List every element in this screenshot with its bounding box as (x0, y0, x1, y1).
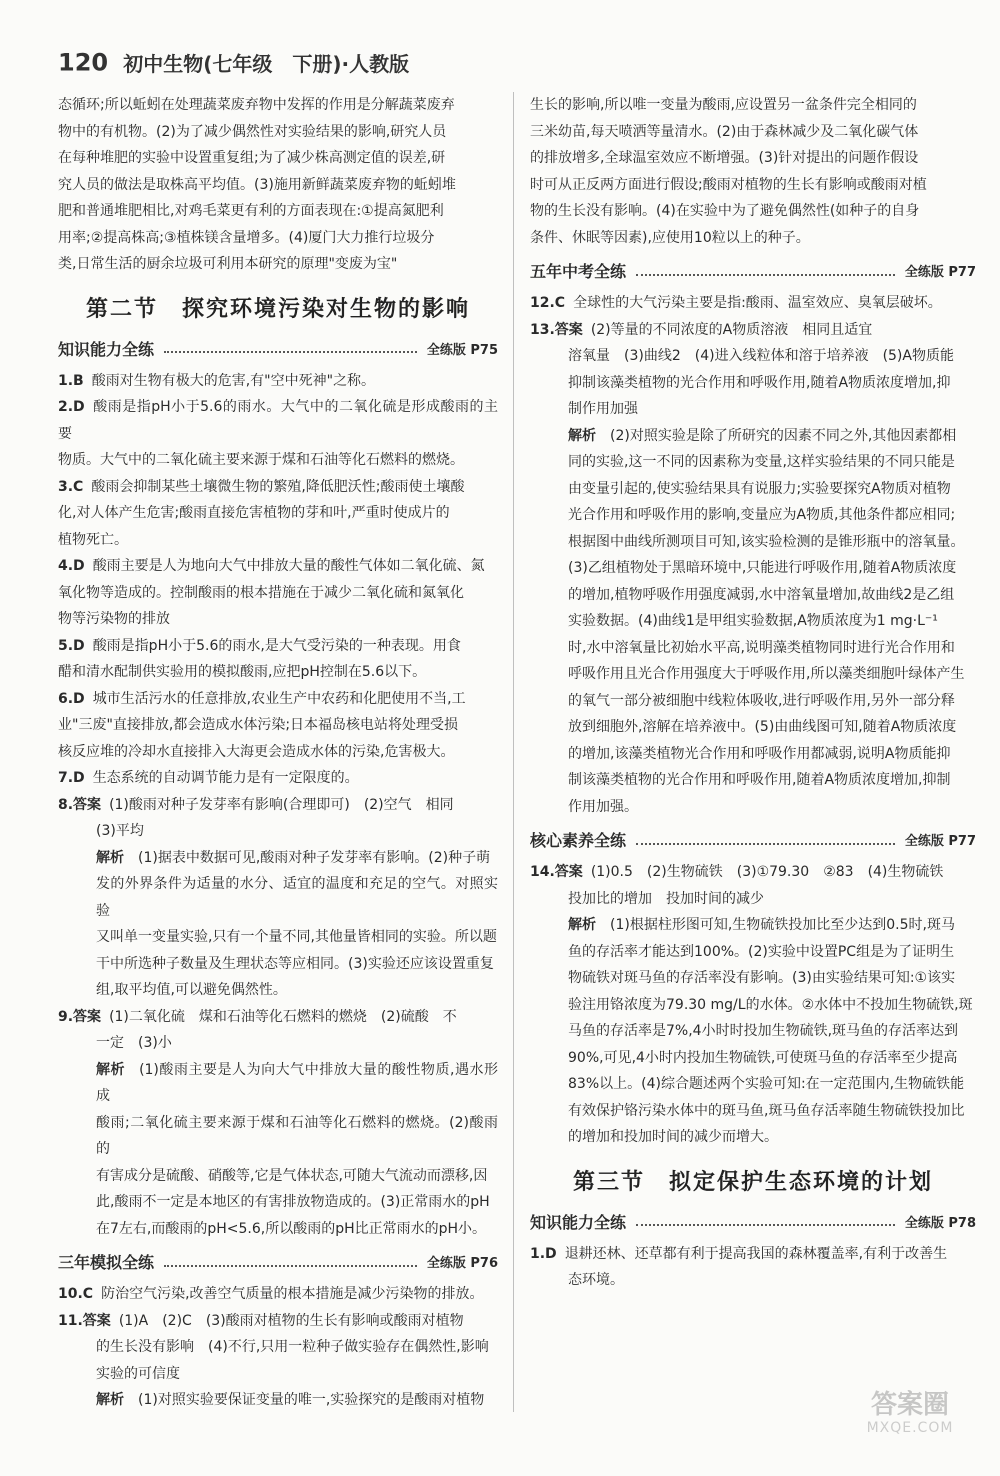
item-number: 2.D (58, 399, 85, 415)
answer-item (58, 686, 498, 713)
item-text: (1)酸雨对种子发芽率有影响(合理即可) (2)空气 相同 (109, 796, 454, 813)
analysis-tag: 解析 (96, 1061, 126, 1078)
analysis-line (58, 1057, 498, 1110)
text-line: 植物死亡。 (58, 531, 128, 548)
page-ref: 全练版 P78 (904, 1215, 976, 1231)
text-line: 化,对人体产生危害;酸雨直接危害植物的芽和叶,严重时使成片的 (58, 505, 450, 521)
dotted-leader (636, 843, 895, 845)
section-title: 探究环境污染对生物的影响 (182, 296, 471, 322)
text-line: 90%,可见,4小时内投加生物硫铁,可使斑马鱼的存活率至少提高 (568, 1049, 958, 1066)
analysis-line (58, 1387, 498, 1414)
text-line: 用率;②提高株高;③植株镁含量增多。(4)厦门大力推行垃圾分 (58, 229, 435, 246)
text-line: 制作用加强 (568, 401, 638, 417)
item-number: 11.答案 (58, 1312, 111, 1329)
exercise-bar-label: 五年中考全练 (530, 262, 627, 281)
answer-item (58, 1004, 498, 1031)
text-line: 生长的影响,所以唯一变量为酸雨,应设置另一盆条件完全相同的 (530, 97, 917, 113)
text-line: 类,日常生活的厨余垃圾可利用本研究的原理"变废为宝" (58, 256, 398, 272)
item-number: 9.答案 (58, 1008, 102, 1025)
text-line: 又叫单一变量实验,只有一个量不同,其他量皆相同的实验。所以题 (96, 929, 497, 945)
item-text: 酸雨是指pH小于5.6的雨水,是大气受污染的一种表现。用食 (92, 637, 461, 654)
item-text: (2)等量的不同浓度的A物质溶液 相同且适宜 (590, 321, 873, 338)
text-line: (3)乙组植物处于黑暗环境中,只能进行呼吸作用,随着A物质浓度 (568, 560, 957, 576)
item-text: 城市生活污水的任意排放,农业生产中农药和化肥使用不当,工 (92, 690, 466, 707)
section-number: 第二节 (85, 296, 158, 322)
item-number: 3.C (58, 478, 84, 495)
page-ref: 全练版 P77 (904, 265, 976, 280)
section-heading (530, 1165, 976, 1196)
right-column (530, 92, 976, 1294)
answer-item (58, 765, 498, 792)
text-line: 有害成分是硫酸、硝酸等,它是气体状态,可随大气流动而漂移,因 (96, 1167, 488, 1184)
book-title: 初中生物(七年级 下册)·人教版 (123, 52, 410, 76)
analysis-tag: 解析 (568, 427, 596, 444)
text-line: 的增加,该藻类植物光合作用和呼吸作用都减弱,说明A物质能抑 (568, 745, 951, 762)
item-number: 12.C (530, 295, 566, 311)
exercise-bar-label: 知识能力全练 (58, 339, 155, 359)
section-title: 拟定保护生态环境的计划 (669, 1169, 934, 1195)
answer-item (58, 792, 498, 819)
watermark-logo (850, 1390, 970, 1448)
item-text: (1)据表中数据可见,酸雨对种子发芽率有影响。(2)种子萌 (138, 849, 491, 866)
item-number: 5.D (58, 637, 85, 654)
answer-item (58, 553, 498, 580)
text-line: 肥和普通堆肥相比,对鸡毛菜更有利的方面表现在:①提高氮肥利 (58, 203, 444, 219)
text-line: 业"三废"直接排放,都会造成水体污染;日本福岛核电站将处理受损 (58, 717, 459, 733)
item-text: 酸雨会抑制某些土壤微生物的繁殖,降低肥沃性;酸雨使土壤酸 (91, 478, 465, 495)
item-number: 1.D (530, 1245, 557, 1262)
item-text: (1)对照实验要保证变量的唯一,实验探究的是酸雨对植物 (138, 1392, 485, 1408)
answer-item (58, 474, 498, 501)
text-line: 由变量引起的,使实验结果具有说服力;实验要探究A物质对植物 (568, 480, 951, 497)
answer-item (58, 1281, 498, 1308)
text-line: 干中所选种子数量及生理状态等应相同。(3)实验还应该设置重复 (96, 955, 494, 972)
text-line: 酸雨;二氧化硫主要来源于煤和石油等化石燃料的燃烧。(2)酸雨的 (96, 1114, 498, 1157)
text-line: 呼吸作用且光合作用强度大于呼吸作用,所以藻类细胞叶绿体产生 (568, 666, 965, 682)
exercise-bar (530, 259, 976, 282)
text-line: 作用加强。 (568, 798, 638, 815)
text-line: 投加比的增加 投加时间的减少 (568, 890, 764, 907)
text-line: 的生长没有影响 (4)不行,只用一粒种子做实验存在偶然性,影响 (96, 1339, 489, 1355)
text-line: 在每种堆肥的实验中设置重复组;为了减少株高测定值的误差,研 (58, 150, 446, 166)
exercise-bar (58, 1250, 498, 1273)
text-line: 发的外界条件为适量的水分、适宜的温度和充足的空气。对照实验 (96, 876, 498, 919)
text-line: 的增加,植物呼吸作用强度减弱,水中溶氧量增加,故曲线2是乙组 (568, 586, 955, 603)
text-line: 氧化物等造成的。控制酸雨的根本措施在于减少二氧化硫和氮氧化 (58, 584, 464, 601)
answer-item (530, 859, 976, 886)
analysis-line (530, 912, 976, 939)
analysis-tag: 解析 (96, 1392, 124, 1408)
item-text: (1)0.5 (2)生物硫铁 (3)①79.30 ②83 (4)生物硫铁 (590, 864, 944, 880)
dotted-leader (636, 274, 895, 276)
item-number: 8.答案 (58, 796, 102, 813)
text-line: 时可从正反两方面进行假设;酸雨对植物的生长有影响或酸雨对植 (530, 176, 927, 193)
text-line: 物的生长没有影响。(4)在实验中为了避免偶然性(如种子的自身 (530, 203, 920, 219)
text-line: 同的实验,这一不同的因素称为变量,这样实验结果的不同只能是 (568, 454, 955, 470)
text-line: 物硫铁对斑马鱼的存活率没有影响。(3)由实验结果可知:①该实 (568, 970, 956, 986)
answer-item (58, 394, 498, 447)
page-header (58, 48, 958, 80)
text-line: 核反应堆的冷却水直接排入大海更会造成水体的污染,危害极大。 (58, 743, 455, 760)
item-text: (2)对照实验是除了所研究的因素不同之外,其他因素都相 (610, 427, 957, 444)
column-divider (513, 92, 514, 1412)
answer-item (530, 317, 976, 344)
analysis-line (58, 845, 498, 872)
text-line: 83%以上。(4)综合题述两个实验可知:在一定范围内,生物硫铁能 (568, 1076, 965, 1092)
item-text: 防治空气污染,改善空气质量的根本措施是减少污染物的排放。 (101, 1286, 484, 1302)
item-text: (1)根据柱形图可知,生物硫铁投加比至少达到0.5时,斑马 (610, 917, 955, 933)
exercise-bar (530, 828, 976, 851)
answer-item (530, 290, 976, 317)
item-text: 酸雨对生物有极大的危害,有"空中死神"之称。 (91, 372, 376, 389)
dotted-leader (164, 1265, 417, 1267)
text-line: 的排放增多,全球温室效应不断增强。(3)针对提出的问题作假设 (530, 150, 919, 166)
left-column (58, 92, 498, 1414)
text-line: 放到细胞外,溶解在培养液中。(5)由曲线图可知,随着A物质浓度 (568, 719, 957, 735)
item-number: 4.D (58, 558, 85, 574)
exercise-bar (530, 1210, 976, 1233)
text-line: 马鱼的存活率是7%,4小时时投加生物硫铁,斑马鱼的存活率达到 (568, 1023, 959, 1039)
dotted-leader (164, 351, 417, 353)
text-line: 在7左右,而酸雨的pH<5.6,所以酸雨的pH比正常雨水的pH小。 (96, 1220, 487, 1237)
text-line: 制该藻类植物的光合作用和呼吸作用,随着A物质浓度增加,抑制 (568, 772, 951, 788)
item-text: (1)二氧化硫 煤和石油等化石燃料的燃烧 (2)硫酸 不 (109, 1008, 457, 1025)
item-text: 酸雨是指pH小于5.6的雨水。大气中的二氧化硫是形成酸雨的主要 (58, 399, 498, 442)
exercise-bar (58, 337, 498, 360)
item-text: 全球性的大气污染主要是指:酸雨、温室效应、臭氧层破坏。 (573, 295, 942, 311)
item-number: 7.D (58, 770, 85, 786)
item-number: 10.C (58, 1286, 94, 1302)
section-number: 第三节 (572, 1169, 645, 1195)
item-number: 1.B (58, 372, 84, 389)
exercise-bar-label: 知识能力全练 (530, 1212, 627, 1232)
item-number: 14.答案 (530, 864, 583, 880)
text-line: 物质。大气中的二氧化硫主要来源于煤和石油等化石燃料的燃烧。 (58, 452, 464, 468)
text-line: 验注用铬浓度为79.30 mg/L的水体。②水体中不投加生物硫铁,斑 (568, 996, 973, 1013)
text-line: 态循环;所以蚯蚓在处理蔬菜废弃物中发挥的作用是分解蔬菜废弃 (58, 97, 455, 113)
exercise-bar-label: 核心素养全练 (530, 831, 627, 850)
text-line: 鱼的存活率才能达到100%。(2)实验中设置PC组是为了证明生 (568, 943, 955, 960)
intro-paragraph (58, 92, 498, 278)
exercise-bar-label: 三年模拟全练 (58, 1253, 155, 1272)
text-line: 有效保护铬污染水体中的斑马鱼,斑马鱼存活率随生物硫铁投加比 (568, 1102, 965, 1119)
item-text: 生态系统的自动调节能力是有一定限度的。 (92, 770, 359, 786)
text-line: 物等污染物的排放 (58, 611, 170, 627)
text-line: 此,酸雨不一定是本地区的有害排放物造成的。(3)正常雨水的pH (96, 1194, 490, 1210)
page-ref: 全练版 P75 (426, 342, 498, 358)
text-line: 组,取平均值,可以避免偶然性。 (96, 982, 287, 998)
answer-item (530, 1241, 976, 1268)
text-line: 态环境。 (568, 1272, 624, 1288)
item-text: 退耕还林、还草都有利于提高我国的森林覆盖率,有利于改善生 (564, 1245, 948, 1262)
answer-item (58, 1308, 498, 1335)
item-number: 13.答案 (530, 321, 583, 338)
analysis-line (530, 423, 976, 450)
text-line: 物中的有机物。(2)为了减少偶然性对实验结果的影响,研究人员 (58, 123, 447, 140)
text-line: 溶氧量 (3)曲线2 (4)进入线粒体和溶于培养液 (5)A物质能 (568, 348, 954, 364)
watermark-top: 答案圈 (870, 1390, 949, 1420)
text-line: (3)平均 (96, 823, 144, 839)
item-text: (1)A (2)C (3)酸雨对植物的生长有影响或酸雨对植物 (118, 1312, 464, 1329)
text-line: 光合作用和呼吸作用的影响,变量应为A物质,其他条件都应相同; (568, 507, 956, 523)
text-line: 条件、休眠等因素),应使用10粒以上的种子。 (530, 229, 810, 246)
section-heading (58, 292, 498, 323)
answer-item (58, 633, 498, 660)
text-line: 究人员的做法是取株高平均值。(3)施用新鲜蔬菜废弃物的蚯蚓堆 (58, 176, 456, 193)
analysis-tag: 解析 (568, 917, 596, 933)
text-line: 时,水中溶氧量比初始水平高,说明藻类植物同时进行光合作用和 (568, 639, 955, 656)
text-line: 的增加和投加时间的减少而增大。 (568, 1129, 778, 1145)
text-line: 根据图中曲线所测项目可知,该实验检测的是锥形瓶中的溶氧量。 (568, 533, 965, 550)
text-line: 一定 (3)小 (96, 1035, 172, 1051)
analysis-tag: 解析 (96, 849, 124, 866)
item-text: (1)酸雨主要是人为向大气中排放大量的酸性物质,遇水形成 (96, 1061, 499, 1104)
text-line: 抑制该藻类植物的光合作用和呼吸作用,随着A物质浓度增加,抑 (568, 374, 951, 391)
text-line: 三米幼苗,每天喷洒等量清水。(2)由于森林减少及二氧化碳气体 (530, 123, 919, 140)
page-ref: 全练版 P76 (426, 1256, 498, 1271)
text-line: 的氧气一部分被细胞中线粒体吸收,进行呼吸作用,另外一部分释 (568, 692, 955, 709)
item-number: 6.D (58, 690, 85, 707)
page-ref: 全练版 P77 (904, 834, 976, 849)
item-text: 酸雨主要是人为地向大气中排放大量的酸性气体如二氧化硫、氮 (92, 558, 485, 574)
watermark-bottom: MXQE.COM (866, 1420, 954, 1436)
text-line: 醋和清水配制供实验用的模拟酸雨,应把pH控制在5.6以下。 (58, 664, 427, 680)
page-number: 120 (58, 48, 109, 77)
text-line: 实验的可信度 (96, 1365, 180, 1382)
text-line: 实验数据。(4)曲线1是甲组实验数据,A物质浓度为1 mg·L⁻¹ (568, 613, 938, 629)
dotted-leader (636, 1224, 895, 1226)
answer-item (58, 368, 498, 395)
